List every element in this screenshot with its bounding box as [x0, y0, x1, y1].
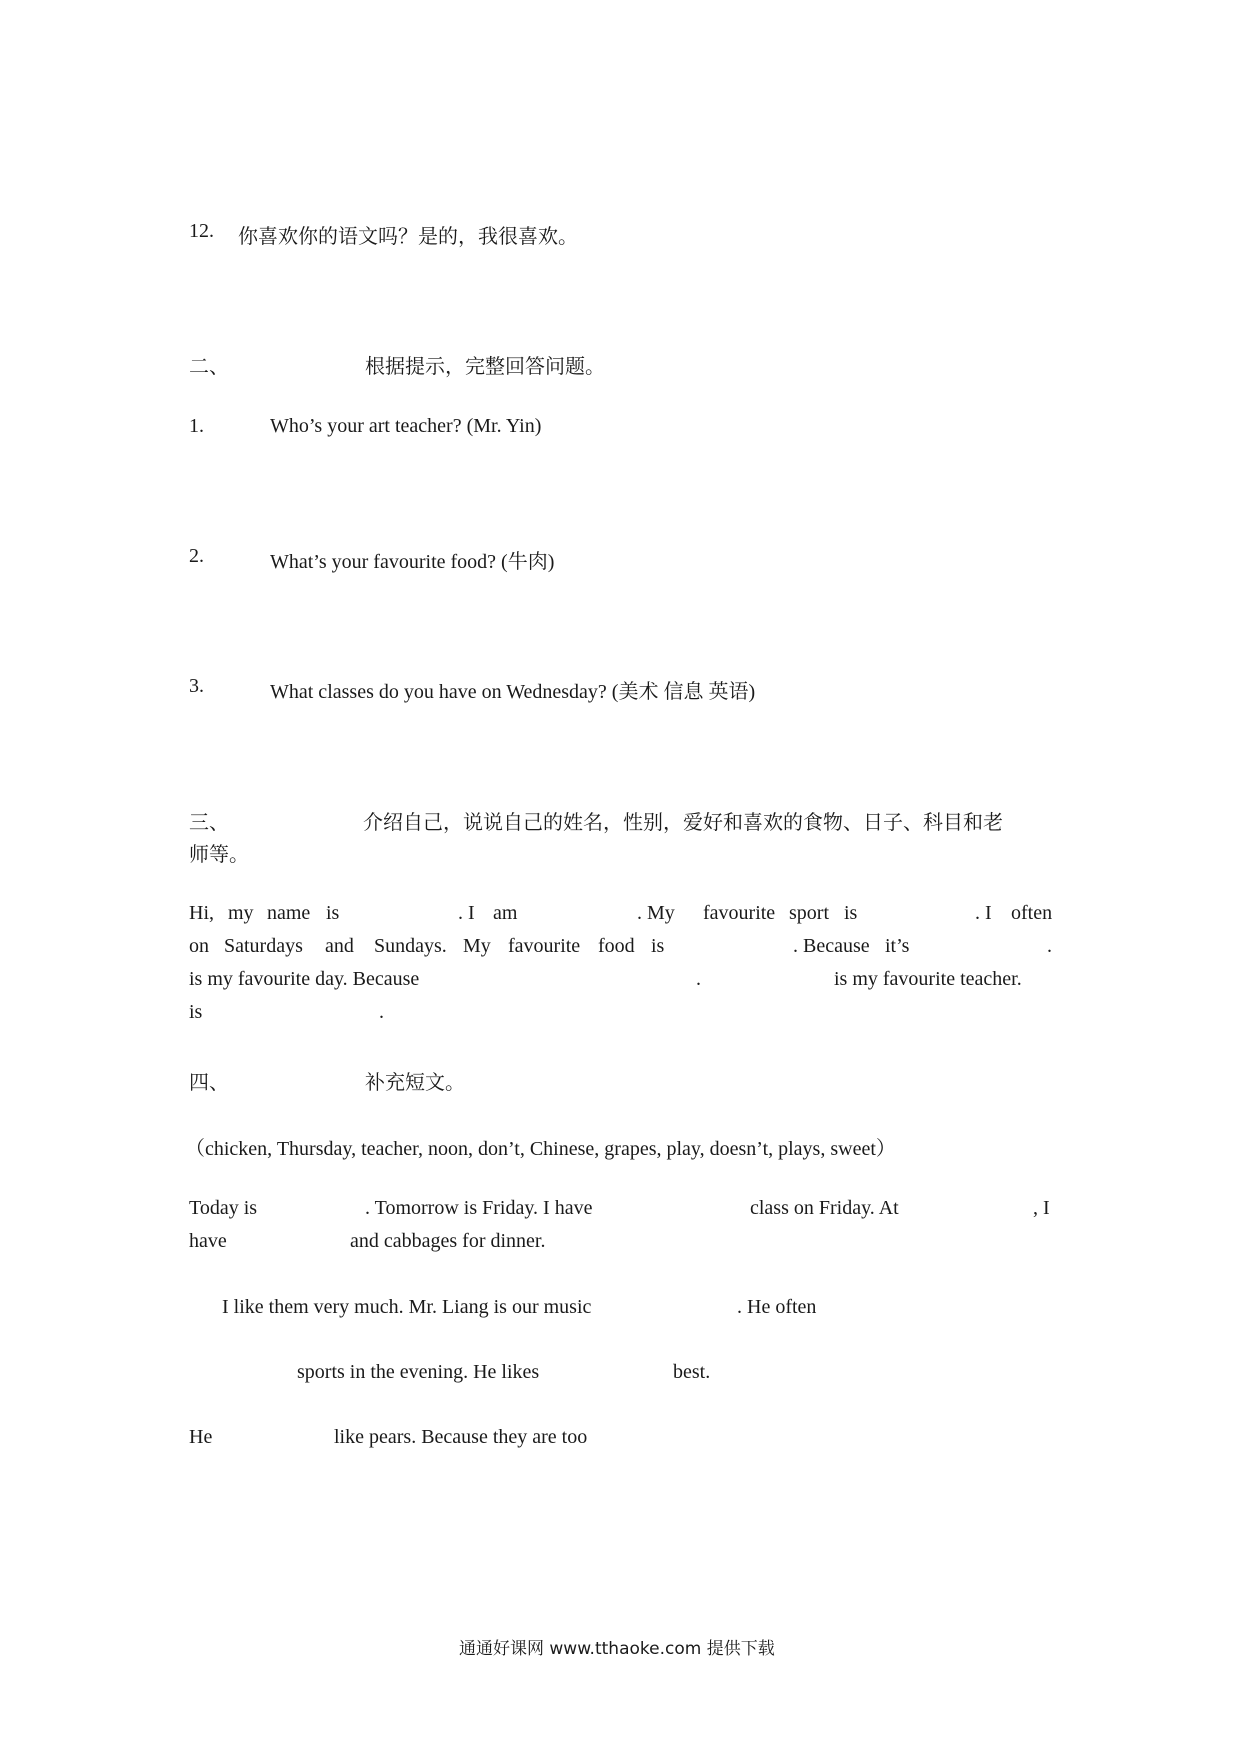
section-title: 介绍自己，说说自己的姓名，性别，爱好和喜欢的食物、日子、科目和老 — [363, 812, 1003, 834]
question-text: Who’s your art teacher? (Mr. Yin) — [270, 415, 542, 437]
text-token: Hi, — [189, 902, 214, 924]
passage-text: . Tomorrow is Friday. I have — [365, 1197, 593, 1219]
text-token: name — [267, 902, 311, 924]
text-token: am — [493, 902, 518, 924]
question-number: 1. — [189, 415, 204, 437]
page-footer: 通通好课网 www.tthaoke.com 提供下载 — [459, 1639, 775, 1659]
question-text: 你喜欢你的语文吗？是的，我很喜欢。 — [238, 226, 578, 248]
text-run: . — [696, 968, 701, 990]
text-token: . Because — [793, 935, 870, 957]
section-number: 二、 — [189, 356, 229, 378]
text-token: is — [651, 935, 665, 957]
passage-text: like pears. Because they are too — [334, 1426, 588, 1448]
passage-text: I like them very much. Mr. Liang is our music — [222, 1296, 592, 1318]
section-title: 根据提示，完整回答问题。 — [365, 356, 605, 378]
text-token: Sundays. — [374, 935, 447, 957]
section-title-continued: 师等。 — [189, 844, 249, 866]
passage-text: Today is — [189, 1197, 258, 1219]
text-token: it’s — [885, 935, 910, 957]
word-bank: （chicken, Thursday, teacher, noon, don’t, Chinese, grapes, play, doesn’t, plays, sweet） — [185, 1138, 896, 1160]
question-number: 12. — [189, 220, 214, 242]
section-number: 四、 — [189, 1072, 229, 1094]
text-token: is — [844, 902, 858, 924]
text-token: is — [326, 902, 340, 924]
question-text: What classes do you have on Wednesday? (美术 信息 英语) — [270, 681, 756, 703]
text-token: My — [463, 935, 491, 957]
question-text: What’s your favourite food? (牛肉) — [270, 551, 555, 573]
question-number: 2. — [189, 545, 204, 567]
passage-text: class on Friday. At — [750, 1197, 899, 1219]
passage-text: have — [189, 1230, 227, 1252]
text-token: . I — [458, 902, 475, 924]
text-token: sport — [789, 902, 829, 924]
text-run: . — [379, 1001, 384, 1023]
text-token: . — [1047, 935, 1052, 957]
text-token: often — [1011, 902, 1053, 924]
text-token: favourite — [703, 902, 776, 924]
text-token: my — [228, 902, 254, 924]
passage-text: and cabbages for dinner. — [350, 1230, 546, 1252]
text-token: favourite — [508, 935, 581, 957]
passage-text: . He often — [737, 1296, 817, 1318]
text-run: is my favourite day. Because — [189, 968, 420, 990]
text-token: food — [598, 935, 635, 957]
question-number: 3. — [189, 675, 204, 697]
passage-text: best. — [673, 1361, 711, 1383]
section-title: 补充短文。 — [365, 1072, 465, 1094]
text-run: is my favourite teacher. — [834, 968, 1022, 990]
text-run: is — [189, 1001, 203, 1023]
passage-text: He — [189, 1426, 213, 1448]
text-token: . I — [975, 902, 992, 924]
text-token: Saturdays — [224, 935, 303, 957]
passage-text: sports in the evening. He likes — [297, 1361, 540, 1383]
text-token: . My — [637, 902, 675, 924]
passage-text: , I — [1033, 1197, 1050, 1219]
text-token: and — [325, 935, 354, 957]
section-number: 三、 — [189, 812, 229, 834]
text-token: on — [189, 935, 209, 957]
